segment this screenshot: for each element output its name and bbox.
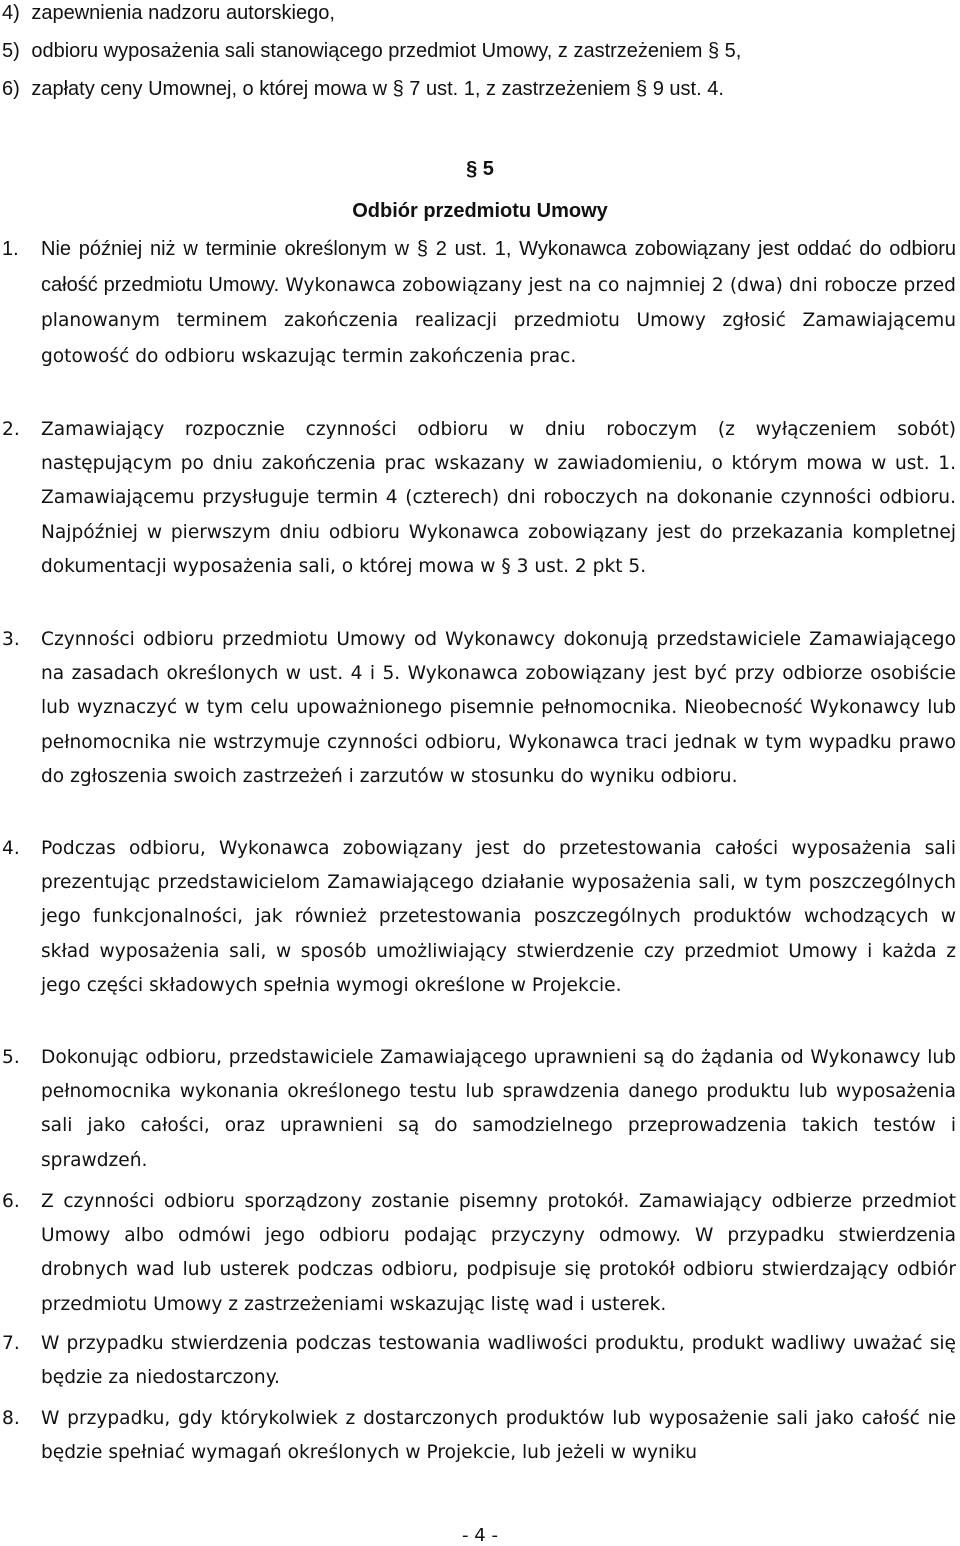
paragraph-text: Czynności odbioru przedmiotu Umowy od Wykonawcy dokonują przedstawiciele Zamawiającego na zasadach określonych w ust. 4 i 5. Wykonawca zobowiązany jest być przy odbiorze osobiście lub wyznaczyć w tym celu upoważnionego pisemnie pełnomocnika. Nieobecność Wykonawcy lub pełnomocnika nie wstrzymuje czynności odbioru, Wykonawca traci jednak w tym wypadku prawo do zgłoszenia swoich zastrzeżeń i zarzutów w stosunku do wyniku odbioru. (41, 629, 956, 787)
paragraph-number: 4. (2, 838, 20, 859)
paragraph-number: 8. (2, 1408, 20, 1429)
paragraph-text: Z czynności odbioru sporządzony zostanie pisemny protokół. Zamawiający odbierze przedmiot Umowy albo odmówi jego odbioru podając przyczyny odmowy. W przypadku stwierdzenia drobnych wad lub usterek podczas odbioru, podpisuje się protokół odbioru stwierdzający odbiór przedmiotu Umowy z zastrzeżeniami wskazując listę wad i usterek. (41, 1191, 956, 1315)
paragraph-number: 6. (2, 1191, 20, 1212)
list-item-text: odbioru wyposażenia sali stanowiącego przedmiot Umowy, z zastrzeżeniem § 5, (31, 40, 742, 62)
paragraph-number: 2. (2, 419, 20, 440)
list-item-number: 5) (2, 40, 20, 62)
paragraph-text: Zamawiający rozpocznie czynności odbioru w dniu roboczym (z wyłączeniem sobót) następującym po dniu zakończenia prac wskazany w zawiadomieniu, o którym mowa w ust. 1. Zamawiającemu przysługuje termin 4 (czterech) dni roboczych na dokonanie czynności odbioru. Najpóźniej w pierwszym dniu odbioru Wykonawca zobowiązany jest do przekazania kompletnej dokumentacji wyposażenia sali, o której mowa w § 3 ust. 2 pkt 5. (41, 419, 956, 577)
paragraph-8 (0, 1402, 956, 1470)
page-number: - 4 - (462, 1525, 498, 1546)
list-item (2, 0, 335, 31)
paragraph-7 (0, 1327, 956, 1395)
paragraph-2 (0, 413, 956, 584)
list-item (2, 34, 741, 69)
list-item (2, 72, 724, 107)
paragraph-3 (0, 623, 956, 794)
paragraph-number: 3. (2, 629, 20, 650)
paragraph-1 (0, 232, 956, 375)
list-item-text: zapłaty ceny Umownej, o której mowa w § 7 ust. 1, z zastrzeżeniem § 9 ust. 4. (31, 78, 724, 100)
paragraph-number: 1. (2, 238, 19, 260)
section-title: Odbiór przedmiotu Umowy (352, 200, 608, 222)
list-item-text: zapewnienia nadzoru autorskiego, (31, 2, 335, 24)
paragraph-text-intro: Nie później niż w terminie określonym w § 2 ust. 1, Wykonawca zobowiązany jest oddać do odbioru całość przedmiotu Umowy. (41, 238, 956, 297)
paragraph-4 (0, 832, 956, 1003)
list-item-number: 6) (2, 78, 20, 100)
paragraph-text: W przypadku stwierdzenia podczas testowania wadliwości produktu, produkt wadliwy uważać się będzie za niedostarczony. (41, 1333, 956, 1389)
paragraph-text: W przypadku, gdy którykolwiek z dostarczonych produktów lub wyposażenie sali jako całość nie będzie spełniać wymagań określonych w Projekcie, lub jeżeli w wyniku (41, 1408, 956, 1464)
paragraph-number: 5. (2, 1047, 20, 1068)
paragraph-6 (0, 1185, 956, 1322)
paragraph-5 (0, 1041, 956, 1178)
paragraph-text: Wykonawca zobowiązany jest na co najmniej 2 (dwa) dni robocze przed planowanym terminem zakończenia realizacji przedmiotu Umowy zgłosić Zamawiającemu gotowość do odbioru wskazując termin zakończenia prac. (41, 275, 956, 367)
list-item-number: 4) (2, 2, 20, 24)
paragraph-text: Podczas odbioru, Wykonawca zobowiązany jest do przetestowania całości wyposażenia sali prezentując przedstawicielom Zamawiającego działanie wyposażenia sali, w tym poszczególnych jego funkcjonalności, jak również przetestowania poszczególnych produktów wchodzących w skład wyposażenia sali, w sposób umożliwiający stwierdzenie czy przedmiot Umowy i każda z jego części składowych spełnia wymogi określone w Projekcie. (41, 838, 956, 996)
paragraph-number: 7. (2, 1333, 20, 1354)
paragraph-text: Dokonując odbioru, przedstawiciele Zamawiającego uprawnieni są do żądania od Wykonawcy lub pełnomocnika wykonania określonego testu lub sprawdzenia danego produktu lub wyposażenia sali jako całości, oraz uprawnieni są do samodzielnego przeprowadzenia takich testów i sprawdzeń. (41, 1047, 956, 1171)
section-number: § 5 (466, 158, 494, 180)
